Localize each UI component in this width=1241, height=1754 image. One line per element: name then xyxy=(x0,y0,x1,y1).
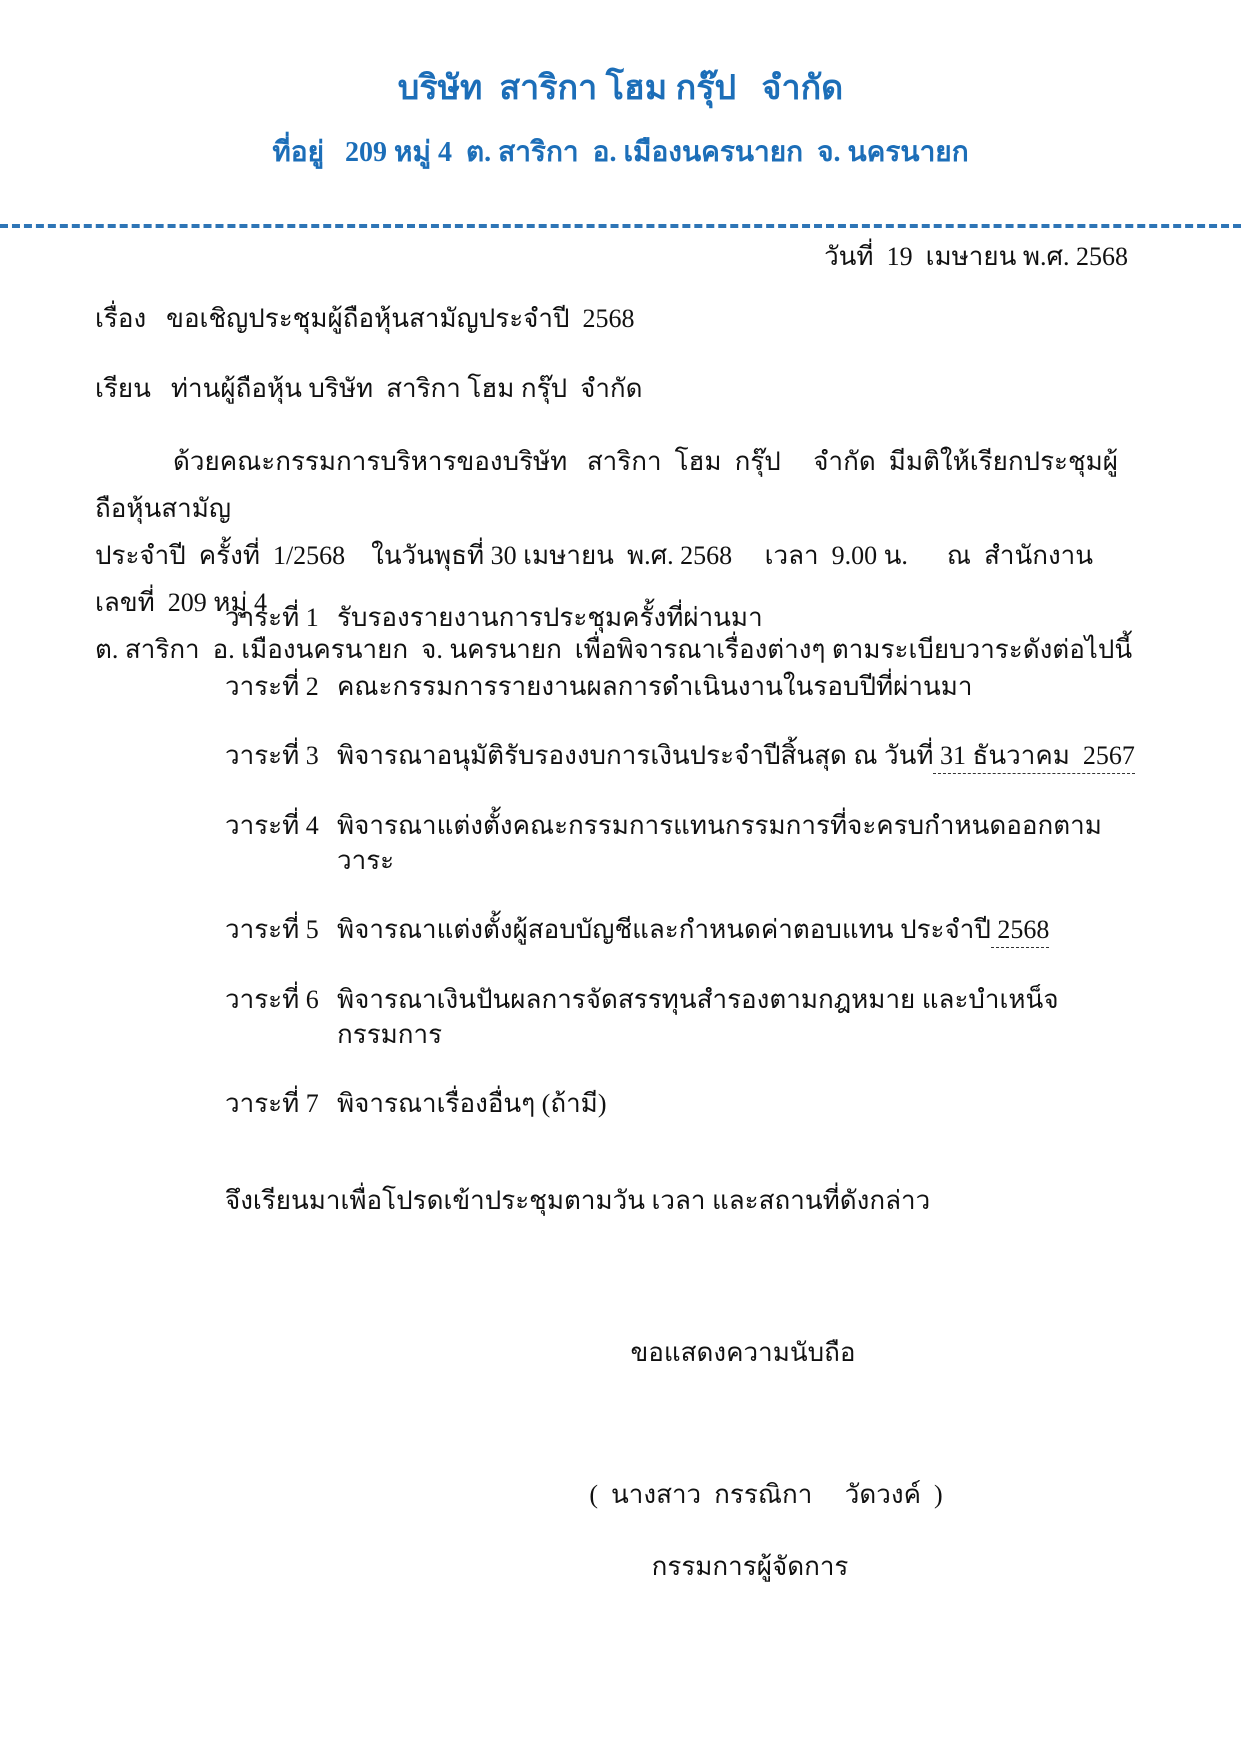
signatory-title: กรรมการผู้จัดการ xyxy=(651,1552,849,1581)
company-name: บริษัท สาริกา โฮม กรุ๊ป จำกัด xyxy=(397,70,844,107)
agenda-list xyxy=(225,600,1155,1155)
agenda-item-text: พิจารณาอนุมัติรับรองงบการเงินประจำปีสิ้นสุด ณ วันที่ xyxy=(337,741,934,770)
recipient-text: ท่านผู้ถือหุ้น บริษัท สาริกา โฮม กรุ๊ป จำกัด xyxy=(170,374,643,403)
agenda-item-label: วาระที่ 7 xyxy=(225,1089,319,1118)
agenda-item-label: วาระที่ 2 xyxy=(225,672,319,701)
agenda-item-label: วาระที่ 6 xyxy=(225,985,319,1014)
body-line-3: ต. สาริกา อ. เมืองนครนายก จ. นครนายก เพื่อพิจารณาเรื่องต่างๆ ตามระเบียบวาระดังต่อไปนี้ xyxy=(95,635,1133,664)
agenda-item-4 xyxy=(225,808,1155,878)
agenda-item-text: คณะกรรมการรายงานผลการดำเนินงานในรอบปีที่ผ่านมา xyxy=(337,672,973,701)
body-line-1: ด้วยคณะกรรมการบริหารของบริษัท สาริกา โฮม กรุ๊ป จำกัด มีมติให้เรียกประชุมผู้ถือหุ้นสามัญ xyxy=(95,447,1119,523)
company-address: ที่อยู่ 209 หมู่ 4 ต. สาริกา อ. เมืองนครนายก จ. นครนายก xyxy=(272,137,969,168)
agenda-item-3 xyxy=(225,738,1155,774)
agenda-item-7 xyxy=(225,1086,1155,1121)
agenda-item-underlined-text: 2568 xyxy=(991,912,1050,948)
letter-date: วันที่ 19 เมษายน พ.ศ. 2568 xyxy=(824,242,1128,271)
agenda-item-label: วาระที่ 1 xyxy=(225,603,319,632)
dashed-divider xyxy=(0,224,1241,228)
subject-line xyxy=(95,298,635,339)
agenda-item-2 xyxy=(225,669,1155,704)
agenda-item-6 xyxy=(225,982,1155,1052)
recipient-label: เรียน xyxy=(95,374,151,403)
agenda-item-5 xyxy=(225,912,1155,948)
agenda-item-text: พิจารณาเรื่องอื่นๆ (ถ้ามี) xyxy=(337,1089,607,1118)
subject-text: ขอเชิญประชุมผู้ถือหุ้นสามัญประจำปี 2568 xyxy=(166,304,635,333)
recipient-line xyxy=(95,368,643,409)
agenda-item-label: วาระที่ 4 xyxy=(225,811,319,840)
agenda-item-text: พิจารณาเงินปันผลการจัดสรรทุนสำรองตามกฎหมาย และบำเหน็จกรรมการ xyxy=(337,985,1059,1049)
signatory-name: ( นางสาว กรรณิกา วัดวงค์ ) xyxy=(589,1480,943,1509)
agenda-item-text: พิจารณาแต่งตั้งคณะกรรมการแทนกรรมการที่จะครบกำหนดออกตามวาระ xyxy=(337,811,1102,875)
agenda-item-text: รับรองรายงานการประชุมครั้งที่ผ่านมา xyxy=(337,603,763,632)
salutation: ขอแสดงความนับถือ xyxy=(630,1338,856,1367)
agenda-item-underlined-text: 31 ธันวาคม 2567 xyxy=(933,738,1134,774)
agenda-item-text: พิจารณาแต่งตั้งผู้สอบบัญชีและกำหนดค่าตอบแทน ประจำปี xyxy=(337,915,991,944)
closing-line: จึงเรียนมาเพื่อโปรดเข้าประชุมตามวัน เวลา และสถานที่ดังกล่าว xyxy=(225,1186,931,1215)
agenda-item-label: วาระที่ 5 xyxy=(225,915,319,944)
agenda-item-1 xyxy=(225,600,1155,635)
body-line-2: ประจำปี ครั้งที่ 1/2568 ในวันพุธที่ 30 เมษายน พ.ศ. 2568 เวลา 9.00 น. ณ สำนักงาน เลขที่ 209 หมู่ 4 xyxy=(95,541,1107,617)
agenda-item-label: วาระที่ 3 xyxy=(225,741,319,770)
subject-label: เรื่อง xyxy=(95,304,147,333)
